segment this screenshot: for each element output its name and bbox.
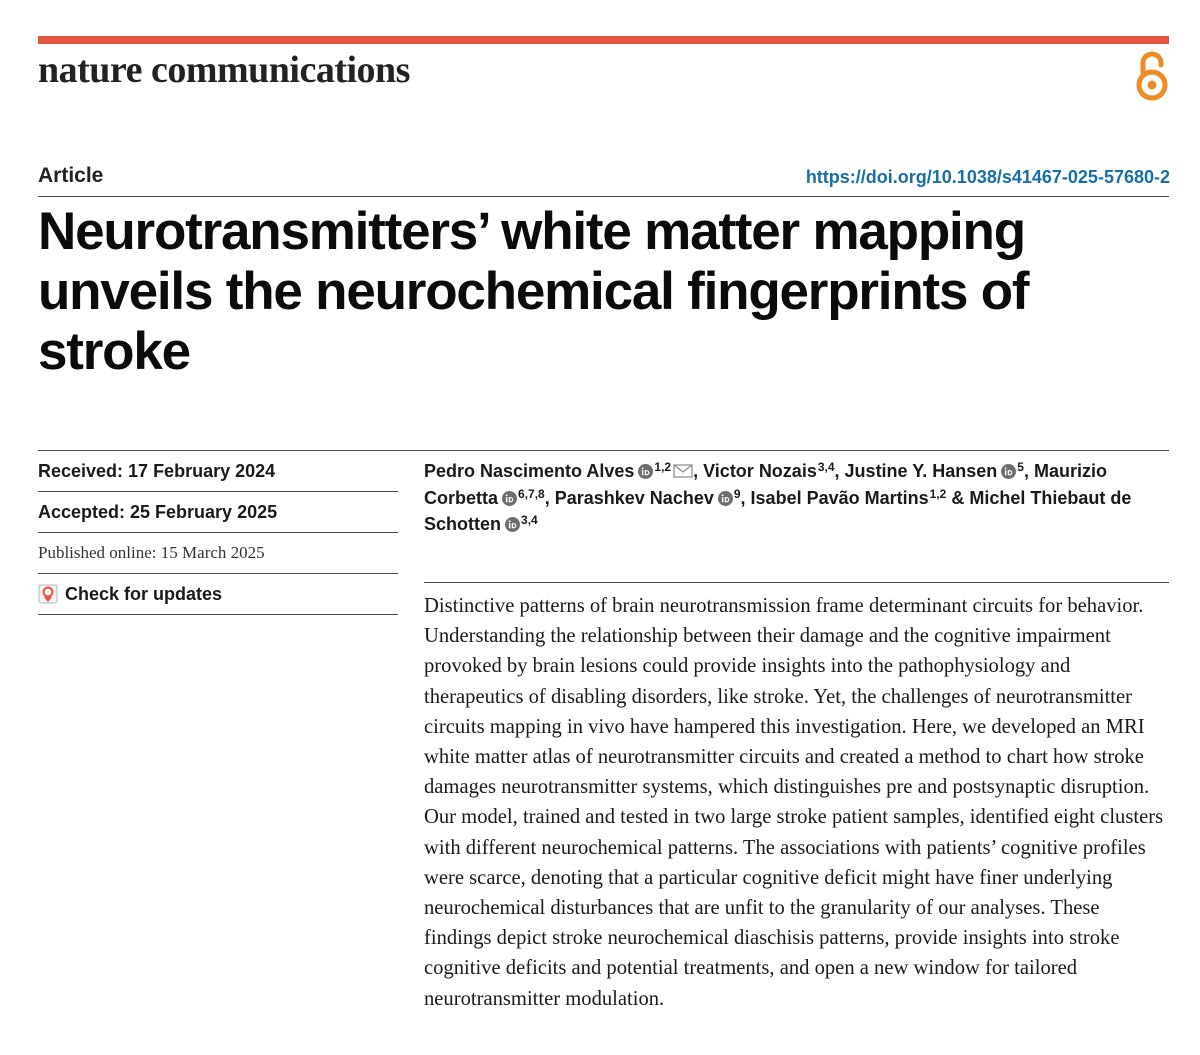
author-separator: ,: [740, 487, 751, 508]
author-affiliation: 9: [733, 486, 741, 501]
check-updates-icon: [38, 584, 58, 604]
author-affiliation: 6,7,8: [518, 486, 545, 501]
check-updates-label: Check for updates: [65, 583, 223, 604]
orcid-icon[interactable]: [638, 464, 653, 479]
author-affiliation: 1,2: [654, 460, 672, 474]
doi-link[interactable]: https://doi.org/10.1038/s41467-025-57680-2: [805, 167, 1170, 187]
orcid-icon[interactable]: [502, 491, 517, 506]
accent-bar: [38, 36, 1169, 44]
author[interactable]: [555, 488, 741, 508]
author-separator: ,: [544, 487, 555, 508]
author[interactable]: [424, 461, 693, 481]
author-name: Isabel Pavão Martins: [750, 487, 929, 508]
author-affiliation: 3,4: [817, 460, 835, 474]
author-name: Justine Y. Hansen: [844, 461, 998, 481]
author-name: Parashkev Nachev: [554, 487, 714, 508]
abstract-divider: [424, 582, 1169, 583]
title-divider: [38, 196, 1169, 197]
check-for-updates-button[interactable]: [38, 574, 398, 615]
article-type: Article: [38, 164, 104, 187]
article-dates: [38, 451, 398, 615]
author[interactable]: [845, 461, 1024, 481]
author-affiliation: 3,4: [521, 513, 538, 527]
author-name: Maurizio Corbetta: [424, 461, 1107, 508]
orcid-icon[interactable]: [1001, 464, 1016, 479]
author-separator: ,: [834, 461, 845, 481]
author-name: Victor Nozais: [703, 461, 817, 481]
author-affiliation: 5: [1017, 460, 1024, 474]
author-separator: &: [946, 487, 970, 508]
author[interactable]: [703, 461, 834, 481]
abstract: Distinctive patterns of brain neurotransmission frame determinant circuits for behavior. Understanding the relationship between their damage and the cognitive impairment provoked by brain lesions could provide insights into the pathophysiology and therapeutics of disabling disorders, like stroke. Yet, the challenges of neurotransmitter circuits mapping in vivo have hampered this investigation. Here, we developed an MRI white matter atlas of neurotransmitter circuits and created a method to chart how stroke damages neurotransmitter systems, which distinguishes pre and postsynaptic disruption. Our model, trained and tested in two large stroke patient samples, identified eight clusters with different neurochemical patterns. The associations with patients’ cognitive profiles were scarce, denoting that a particular cognitive deficit might have finer underlying neurochemical disturbances that are unfit to the granularity of our analyses. These findings depict stroke neurochemical diaschisis patterns, provide insights into stroke cognitive deficits and potential treatments, and open a new window for tailored neurotransmitter modulation.: [424, 595, 1164, 1010]
author-affiliation: 1,2: [929, 486, 947, 501]
author-name: Pedro Nascimento Alves: [424, 461, 635, 481]
author-list: [424, 458, 1164, 538]
journal-name[interactable]: nature communications: [38, 49, 410, 91]
orcid-icon[interactable]: [505, 517, 520, 532]
orcid-icon[interactable]: [718, 491, 733, 506]
author[interactable]: [751, 488, 947, 508]
received-date: Received: 17 February 2024: [38, 451, 398, 492]
article-title: Neurotransmitters’ white matter mapping unveils the neurochemical fingerprints of stroke: [38, 202, 1029, 381]
email-icon[interactable]: [673, 464, 693, 478]
author-separator: ,: [1023, 461, 1034, 481]
published-date: Published online: 15 March 2025: [38, 533, 398, 574]
author-separator: ,: [693, 461, 704, 481]
accepted-date: Accepted: 25 February 2025: [38, 492, 398, 533]
author-name: Michel Thiebaut de Schotten: [424, 487, 1132, 534]
open-access-lock-icon: [1132, 50, 1172, 102]
